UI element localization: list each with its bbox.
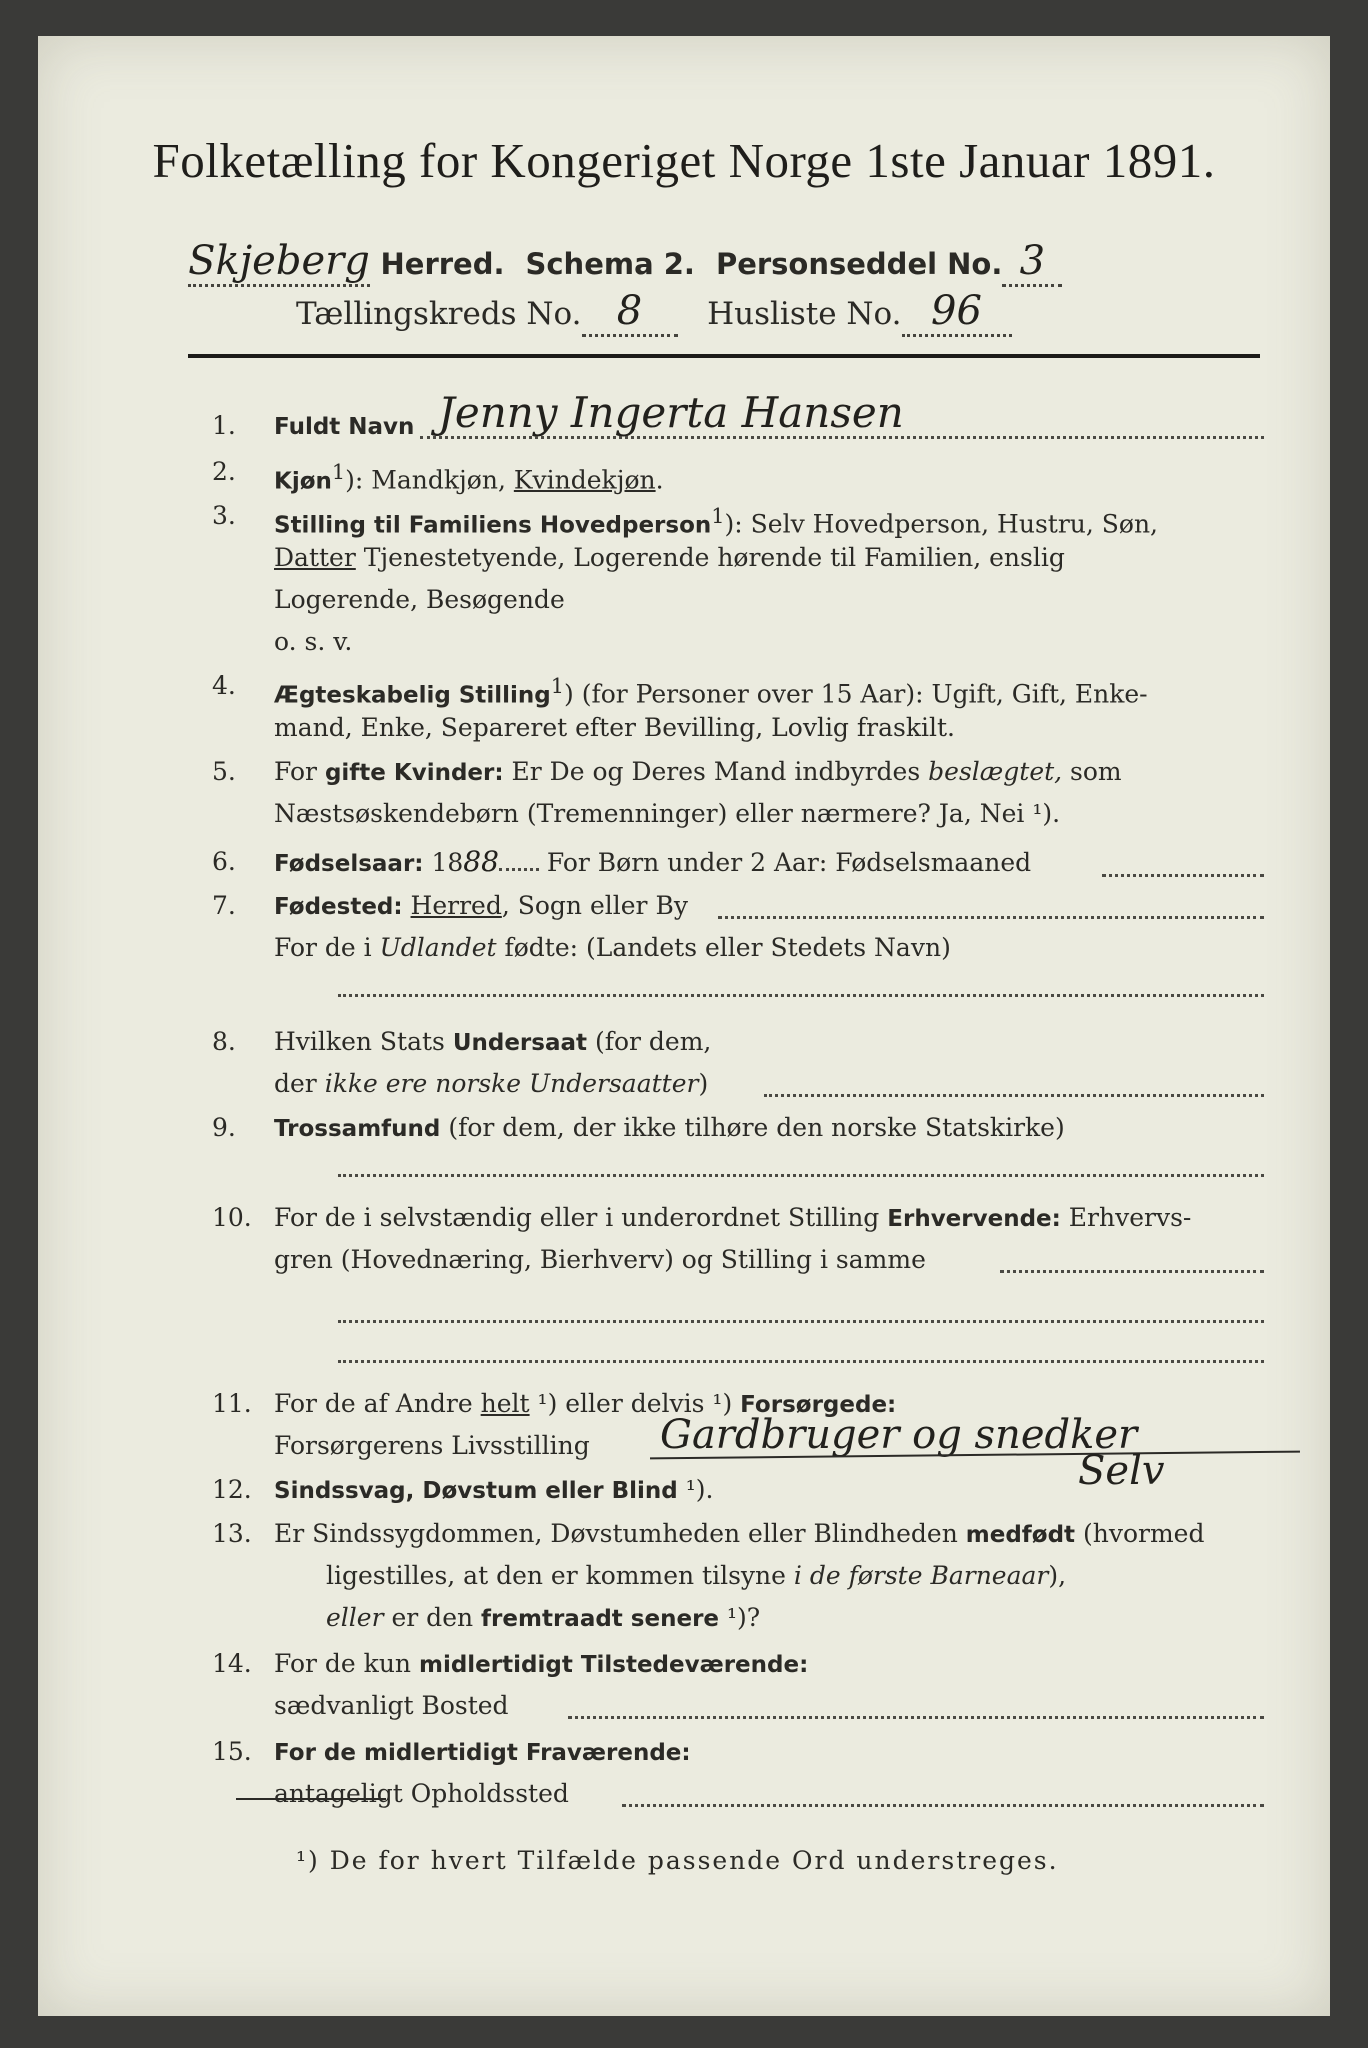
personseddel-number: 3 <box>1019 238 1046 284</box>
q3-line-2: Datter Tjenestetyende, Logerende hørende til Familien, enslig <box>274 543 1065 572</box>
question-9: 9. Trossamfund (for dem, der ikke tilhøre den norske Statskirke) <box>212 1113 1065 1142</box>
footnote-rule <box>236 1798 386 1800</box>
q10-fill-line-3 <box>338 1360 1264 1363</box>
q8-fill-line <box>764 1094 1264 1097</box>
q15-line-2: antageligt Opholdssted <box>274 1779 569 1808</box>
q11-answer-occupation: Gardbruger og snedker <box>660 1412 1138 1458</box>
census-form-sheet <box>38 36 1330 2016</box>
q10-fill-line-2 <box>338 1320 1264 1323</box>
q1-fill-line <box>420 436 1264 439</box>
q14-line-2: sædvanligt Bosted <box>274 1691 509 1720</box>
header-line-1 <box>188 238 1062 287</box>
question-8: 8. Hvilken Stats Undersaat (for dem, <box>212 1027 712 1056</box>
q1-answer-name: Jenny Ingerta Hansen <box>438 388 904 437</box>
kreds-number: 8 <box>616 288 643 334</box>
q3-line-4: o. s. v. <box>274 627 353 656</box>
question-14: 14. For de kun midlertidigt Tilstedeværende: <box>212 1649 809 1678</box>
herred-name: Skjeberg <box>188 238 370 284</box>
q10-fill-line <box>1000 1270 1264 1273</box>
question-5: 5. For gifte Kvinder: Er De og Deres Mand indbyrdes beslægtet, som <box>212 757 1122 786</box>
q11-answer-underlined: helt <box>480 1389 530 1418</box>
schema-label: Schema 2. <box>525 247 695 281</box>
q13-line-2: ligestilles, at den er kommen tilsyne i de første Barneaar), <box>326 1561 1067 1590</box>
form-title: Folketælling for Kongeriget Norge 1ste Januar 1891. <box>152 133 1216 188</box>
question-15: 15. For de midlertidigt Fraværende: <box>212 1737 691 1766</box>
q7-fill-line <box>718 916 1264 919</box>
header-rule <box>188 354 1260 358</box>
question-11: 11. For de af Andre helt ¹) eller delvis ¹) Forsørgede: <box>212 1389 897 1418</box>
kreds-label: Tællingskreds No. <box>296 296 582 332</box>
herred-label: Herred. <box>380 247 505 281</box>
question-4: 4. Ægteskabelig Stilling$^1$) (for Personer over 15 Aar): Ugift, Gift, Enke- <box>212 671 1148 709</box>
q1-label: Fuldt Navn <box>274 414 415 440</box>
q12-answer: Selv <box>1078 1448 1165 1494</box>
personseddel-label: Personseddel No. <box>715 247 1003 281</box>
q7-fill-line-2 <box>338 994 1264 997</box>
q6-fill-line <box>1102 874 1264 877</box>
q9-fill-line <box>338 1174 1264 1177</box>
question-13: 13. Er Sindssygdommen, Døvstumheden eller Blindheden medfødt (hvormed <box>212 1519 1205 1548</box>
question-7: 7. Fødested: Herred, Sogn eller By <box>212 891 688 920</box>
header-line-2 <box>296 288 1012 337</box>
q3-answer-underlined: Datter <box>274 543 356 572</box>
q14-fill-line <box>568 1716 1264 1719</box>
question-12: 12. Sindssvag, Døvstum eller Blind ¹). <box>212 1475 714 1504</box>
q6-answer-year: 88 <box>463 845 499 878</box>
q15-fill-line <box>622 1804 1264 1807</box>
q11-line-2: Forsørgerens Livsstilling <box>274 1431 590 1460</box>
q5-line-2: Næstsøskendebørn (Tremenninger) eller nærmere? Ja, Nei ¹). <box>274 799 1061 828</box>
q7-answer-underlined: Herred <box>410 891 502 920</box>
q7-line-2: For de i Udlandet fødte: (Landets eller Stedets Navn) <box>274 933 951 962</box>
question-1: 1. Fuldt Navn <box>212 411 415 440</box>
question-3: 3. Stilling til Familiens Hovedperson$^1$): Selv Hovedperson, Hustru, Søn, <box>212 501 1158 539</box>
q3-line-3: Logerende, Besøgende <box>274 585 565 614</box>
q2-answer-underlined: Kvindekjøn <box>513 465 656 495</box>
q10-line-2: gren (Hovednæring, Bierhverv) og Stilling i samme <box>274 1245 926 1274</box>
footnote: ¹) De for hvert Tilfælde passende Ord understreges. <box>296 1846 1059 1875</box>
husliste-label: Husliste No. <box>707 296 902 332</box>
question-2: 2. Kjøn$^1$): Mandkjøn, Kvindekjøn. <box>212 457 664 495</box>
q8-line-2: der ikke ere norske Undersaatter) <box>274 1069 709 1098</box>
question-6: 6. Fødselsaar: 1888 For Børn under 2 Aar: Fødselsmaaned <box>212 845 1032 878</box>
question-10: 10. For de i selvstændig eller i underordnet Stilling Erhvervende: Erhvervs- <box>212 1203 1192 1232</box>
q4-line-2: mand, Enke, Separeret efter Bevilling, Lovlig fraskilt. <box>274 713 955 742</box>
husliste-number: 96 <box>931 288 982 334</box>
q13-line-3: eller er den fremtraadt senere ¹)? <box>326 1603 761 1632</box>
